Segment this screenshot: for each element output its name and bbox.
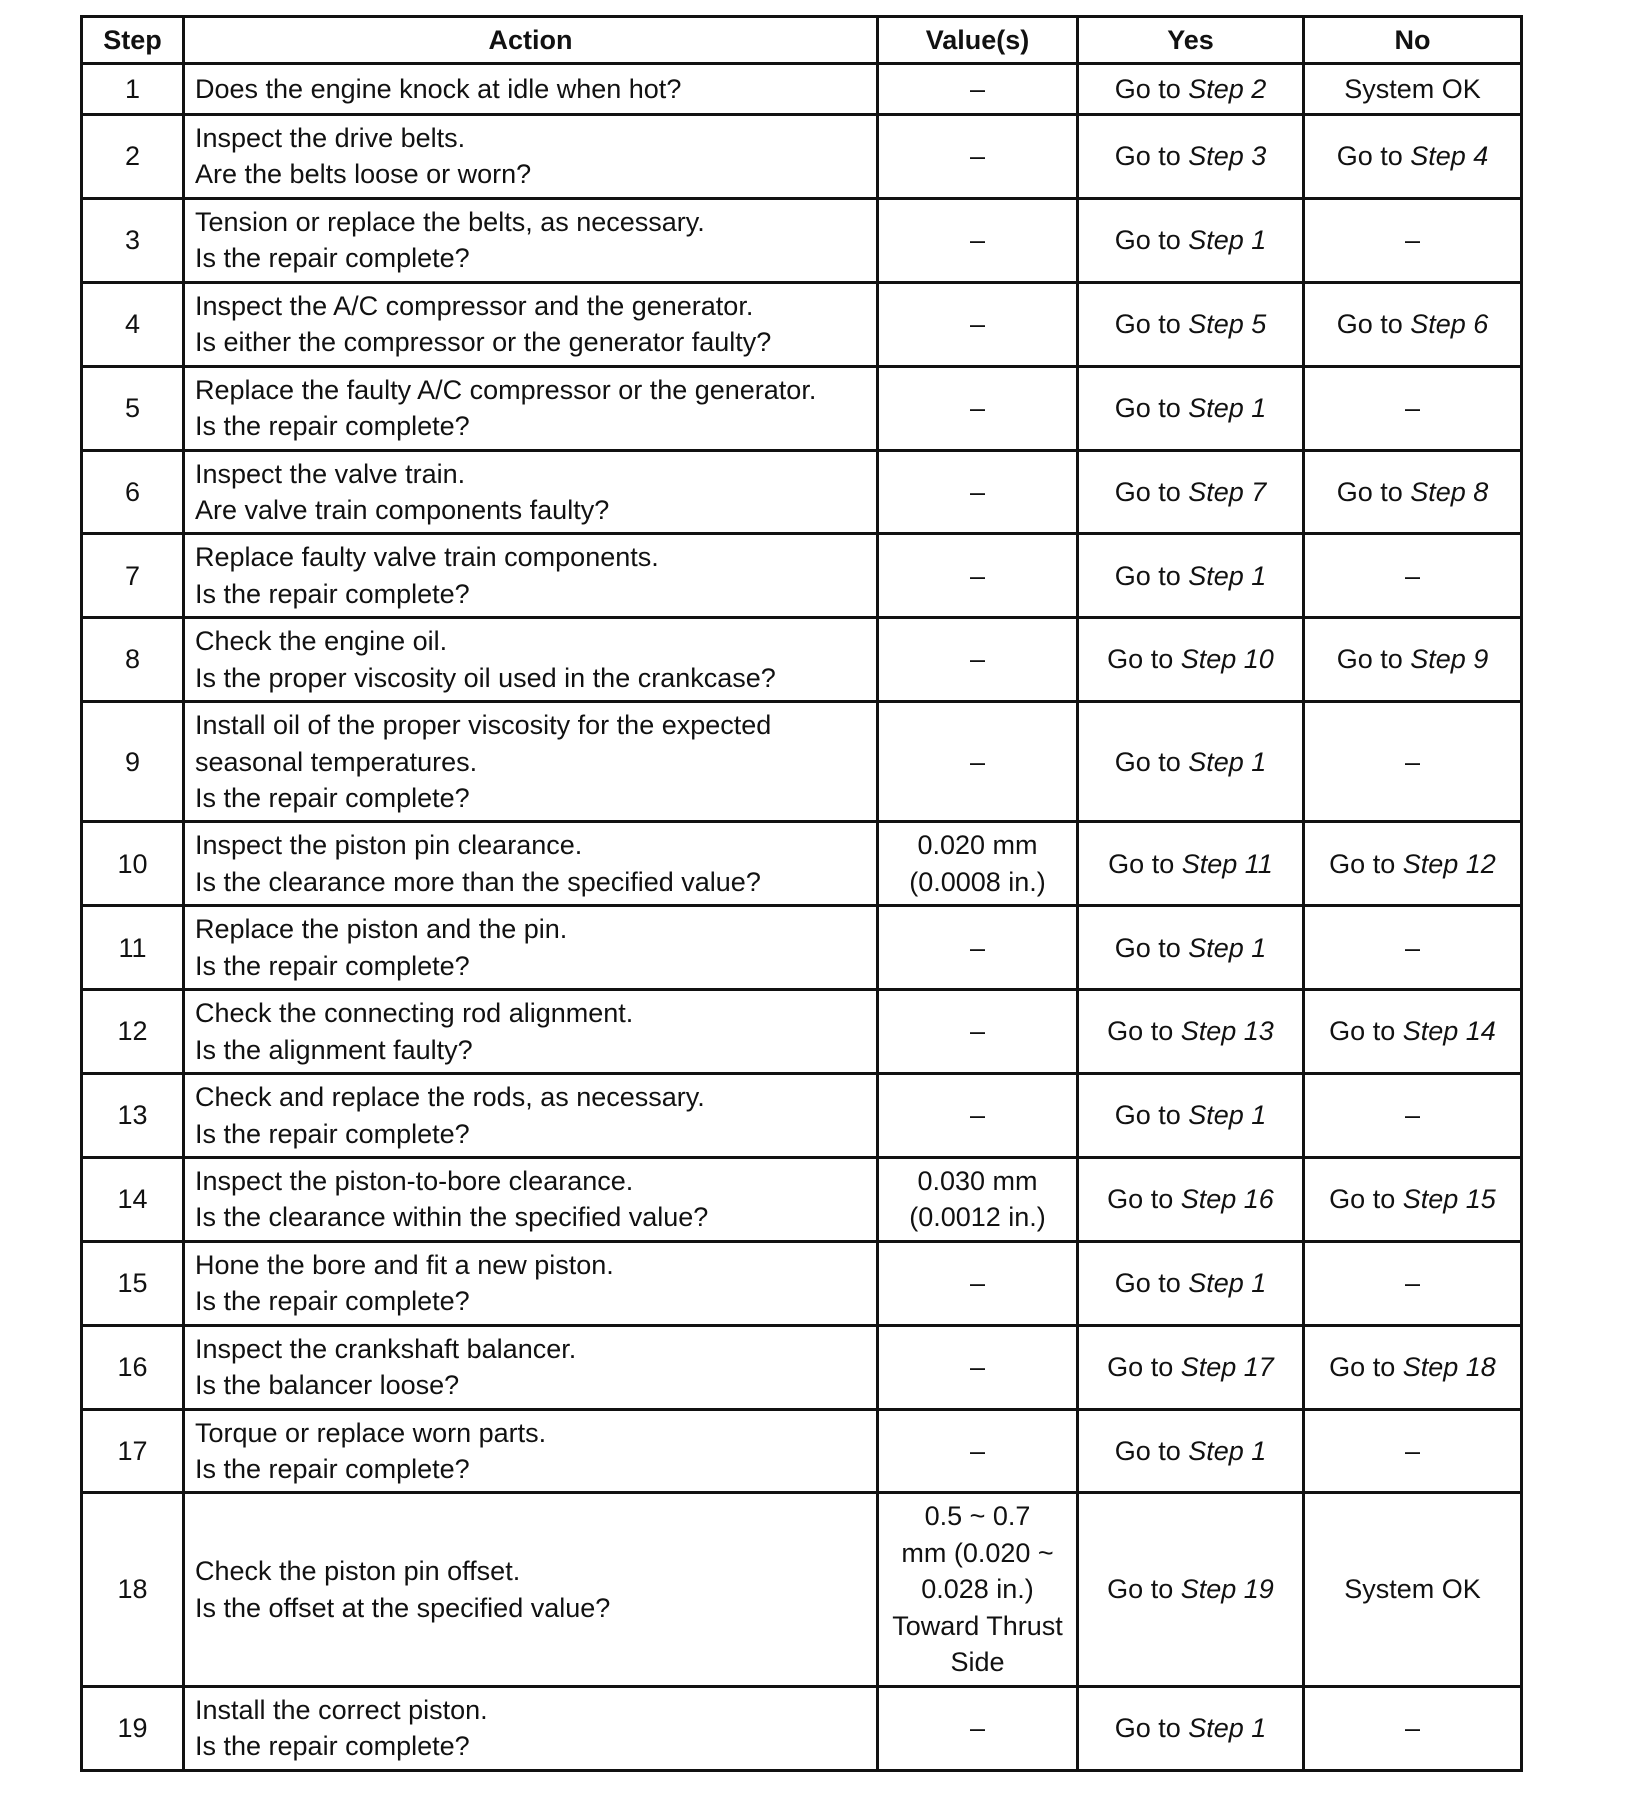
table-body: [82, 64, 1522, 1771]
goto-prefix: Go to: [1336, 476, 1403, 507]
action-cell: [184, 64, 878, 115]
table-row: [82, 1157, 1522, 1241]
goto-step-ref: Step 19: [1180, 1574, 1274, 1605]
goto-prefix: Go to: [1329, 1016, 1396, 1047]
action-text: Is the balancer loose?: [195, 1370, 460, 1401]
table-row: [82, 366, 1522, 450]
value-text: –: [969, 476, 986, 507]
step-number: 10: [82, 822, 184, 906]
yes-goto: [1107, 1352, 1274, 1382]
yes-cell: [1078, 115, 1304, 199]
value-cell: [878, 906, 1078, 990]
header-no: No: [1304, 17, 1522, 64]
action-cell: [184, 702, 878, 822]
no-text: –: [1404, 932, 1421, 963]
action-text: Hone the bore and fit a new piston.: [195, 1249, 614, 1280]
action-cell: [184, 450, 878, 534]
no-cell: [1304, 1074, 1522, 1158]
no-text: –: [1404, 1268, 1421, 1299]
step-number: 9: [82, 702, 184, 822]
step-number: 2: [82, 115, 184, 199]
yes-goto: [1107, 1184, 1274, 1214]
no-text: –: [1404, 225, 1421, 256]
no-text: –: [1404, 1435, 1421, 1466]
value-cell: [878, 1074, 1078, 1158]
goto-prefix: Go to: [1114, 308, 1181, 339]
goto-step-ref: Step 5: [1188, 308, 1267, 339]
action-cell: [184, 366, 878, 450]
step-number: 14: [82, 1157, 184, 1241]
action-cell: [184, 534, 878, 618]
action-text: Is the repair complete?: [195, 1731, 470, 1762]
yes-cell: [1078, 822, 1304, 906]
value-cell: [878, 618, 1078, 702]
no-goto: [1337, 309, 1489, 339]
action-text: Is the repair complete?: [195, 1454, 470, 1484]
table-row: [82, 534, 1522, 618]
goto-prefix: Go to: [1108, 848, 1175, 879]
action-text: Tension or replace the belts, as necessary.: [195, 206, 705, 237]
value-text: –: [969, 932, 986, 963]
yes-goto: [1107, 1016, 1274, 1046]
action-cell: [184, 906, 878, 990]
table-row: [82, 1325, 1522, 1409]
goto-prefix: Go to: [1107, 1184, 1174, 1215]
action-cell: [184, 822, 878, 906]
action-text: Replace the faulty A/C compressor or the generator.: [195, 374, 817, 405]
no-cell: [1304, 990, 1522, 1074]
action-text: Is the proper viscosity oil used in the crankcase?: [195, 662, 776, 693]
table-row: [82, 618, 1522, 702]
goto-prefix: Go to: [1107, 1351, 1174, 1382]
yes-goto: [1115, 225, 1267, 255]
value-text: 0.5 ~ 0.7: [924, 1501, 1031, 1532]
goto-prefix: Go to: [1114, 392, 1181, 423]
yes-goto: [1115, 141, 1267, 171]
value-cell: [878, 282, 1078, 366]
value-text: –: [969, 1435, 986, 1466]
action-cell: [184, 1409, 878, 1493]
yes-goto: [1115, 747, 1267, 777]
action-cell: [184, 1325, 878, 1409]
no-cell: [1304, 1493, 1522, 1686]
yes-goto: [1115, 561, 1267, 591]
step-number: 8: [82, 618, 184, 702]
value-cell: [878, 990, 1078, 1074]
table-row: [82, 1686, 1522, 1770]
action-text: Check the engine oil.: [195, 626, 448, 657]
action-text: Inspect the piston-to-bore clearance.: [195, 1165, 634, 1196]
step-number: 11: [82, 906, 184, 990]
goto-prefix: Go to: [1114, 1100, 1181, 1131]
yes-cell: [1078, 906, 1304, 990]
no-cell: [1304, 534, 1522, 618]
yes-goto: [1115, 1100, 1267, 1130]
table-row: [82, 450, 1522, 534]
goto-step-ref: Step 8: [1410, 476, 1489, 507]
value-text: –: [969, 308, 986, 339]
yes-cell: [1078, 1325, 1304, 1409]
goto-prefix: Go to: [1107, 644, 1174, 675]
yes-cell: [1078, 198, 1304, 282]
yes-goto: [1115, 477, 1267, 507]
step-number: 5: [82, 366, 184, 450]
no-cell: [1304, 1325, 1522, 1409]
goto-prefix: Go to: [1114, 225, 1181, 256]
action-text: Is the repair complete?: [195, 1286, 470, 1317]
goto-prefix: Go to: [1114, 932, 1181, 963]
action-text: Replace faulty valve train components.: [195, 542, 659, 573]
yes-cell: [1078, 618, 1304, 702]
table-row: [82, 990, 1522, 1074]
action-cell: [184, 990, 878, 1074]
action-text: Does the engine knock at idle when hot?: [195, 73, 682, 104]
goto-prefix: Go to: [1107, 1574, 1174, 1605]
action-text: Is the alignment faulty?: [195, 1034, 473, 1065]
yes-goto: [1115, 74, 1267, 104]
yes-cell: [1078, 1157, 1304, 1241]
goto-prefix: Go to: [1336, 308, 1403, 339]
header-value: Value(s): [878, 17, 1078, 64]
goto-step-ref: Step 18: [1402, 1351, 1496, 1382]
yes-cell: [1078, 1074, 1304, 1158]
no-cell: [1304, 906, 1522, 990]
value-cell: [878, 366, 1078, 450]
table-row: [82, 282, 1522, 366]
header-step: Step: [82, 17, 184, 64]
yes-cell: [1078, 282, 1304, 366]
header-yes: Yes: [1078, 17, 1304, 64]
action-text: Torque or replace worn parts.: [195, 1417, 547, 1448]
table-header-row: [82, 17, 1522, 64]
goto-prefix: Go to: [1329, 1184, 1396, 1215]
action-text: Install the correct piston.: [195, 1694, 488, 1725]
no-cell: [1304, 702, 1522, 822]
yes-cell: [1078, 1241, 1304, 1325]
yes-goto: [1107, 644, 1274, 674]
goto-step-ref: Step 1: [1188, 1100, 1267, 1131]
value-cell: [878, 198, 1078, 282]
goto-step-ref: Step 14: [1402, 1016, 1496, 1047]
action-cell: [184, 1686, 878, 1770]
no-cell: [1304, 282, 1522, 366]
value-text: –: [969, 392, 986, 423]
no-goto: [1329, 1352, 1496, 1382]
goto-step-ref: Step 7: [1188, 476, 1267, 507]
yes-cell: [1078, 1409, 1304, 1493]
goto-prefix: Go to: [1114, 476, 1181, 507]
value-text: –: [969, 746, 986, 777]
value-cell: [878, 1493, 1078, 1686]
table-row: [82, 198, 1522, 282]
goto-step-ref: Step 1: [1188, 392, 1267, 423]
action-text: Install oil of the proper viscosity for the expected: [195, 710, 772, 741]
goto-step-ref: Step 3: [1188, 141, 1267, 172]
goto-prefix: Go to: [1114, 1268, 1181, 1299]
step-number: 1: [82, 64, 184, 115]
action-text: Is the offset at the specified value?: [195, 1592, 611, 1623]
table-row: [82, 1241, 1522, 1325]
no-cell: [1304, 64, 1522, 115]
goto-prefix: Go to: [1114, 73, 1181, 104]
goto-step-ref: Step 1: [1188, 1712, 1267, 1743]
action-text: Are valve train components faulty?: [195, 494, 610, 525]
action-cell: [184, 198, 878, 282]
value-text: 0.030 mm: [917, 1165, 1038, 1196]
value-cell: [878, 702, 1078, 822]
yes-goto: [1115, 309, 1267, 339]
action-text: Inspect the A/C compressor and the generator.: [195, 290, 754, 321]
no-cell: [1304, 1409, 1522, 1493]
goto-prefix: Go to: [1336, 644, 1403, 675]
value-text: mm (0.020 ~: [901, 1537, 1054, 1568]
action-text: Is the repair complete?: [195, 243, 470, 274]
action-text: Check the connecting rod alignment.: [195, 998, 634, 1029]
yes-goto: [1115, 933, 1267, 963]
action-text: Is the repair complete?: [195, 950, 470, 981]
action-text: Replace the piston and the pin.: [195, 914, 568, 945]
step-number: 6: [82, 450, 184, 534]
step-number: 17: [82, 1409, 184, 1493]
no-goto: [1337, 141, 1489, 171]
goto-step-ref: Step 6: [1410, 308, 1489, 339]
goto-prefix: Go to: [1114, 1435, 1181, 1466]
no-text: –: [1404, 392, 1421, 423]
step-number: 15: [82, 1241, 184, 1325]
yes-cell: [1078, 366, 1304, 450]
goto-step-ref: Step 1: [1188, 1268, 1267, 1299]
yes-goto: [1115, 1268, 1267, 1298]
step-number: 12: [82, 990, 184, 1074]
no-text: –: [1404, 560, 1421, 591]
no-cell: [1304, 198, 1522, 282]
header-action: Action: [184, 17, 878, 64]
goto-prefix: Go to: [1114, 141, 1181, 172]
value-text: –: [969, 225, 986, 256]
value-text: 0.020 mm: [917, 830, 1038, 861]
action-cell: [184, 1241, 878, 1325]
value-cell: [878, 822, 1078, 906]
yes-goto: [1107, 1574, 1274, 1604]
goto-prefix: Go to: [1114, 1712, 1181, 1743]
goto-step-ref: Step 16: [1180, 1184, 1274, 1215]
value-text: (0.0008 in.): [909, 866, 1046, 897]
goto-prefix: Go to: [1329, 1351, 1396, 1382]
goto-step-ref: Step 2: [1188, 73, 1267, 104]
yes-cell: [1078, 64, 1304, 115]
action-cell: [184, 1493, 878, 1686]
goto-prefix: Go to: [1336, 141, 1403, 172]
action-text: Inspect the crankshaft balancer.: [195, 1333, 577, 1364]
value-text: –: [969, 141, 986, 172]
value-text: –: [969, 1016, 986, 1047]
step-number: 4: [82, 282, 184, 366]
action-text: Is the clearance within the specified value?: [195, 1202, 709, 1233]
action-text: Is the clearance more than the specified value?: [195, 866, 761, 897]
action-cell: [184, 1157, 878, 1241]
goto-step-ref: Step 17: [1180, 1351, 1274, 1382]
no-goto: [1337, 477, 1489, 507]
value-text: –: [969, 73, 986, 104]
action-text: Are the belts loose or worn?: [195, 159, 532, 190]
goto-step-ref: Step 1: [1188, 746, 1267, 777]
action-cell: [184, 115, 878, 199]
action-text: Is either the compressor or the generator faulty?: [195, 327, 772, 358]
no-cell: [1304, 1157, 1522, 1241]
no-goto: [1337, 644, 1489, 674]
goto-step-ref: Step 4: [1410, 141, 1489, 172]
yes-goto: [1108, 849, 1273, 879]
value-text: Side: [950, 1647, 1005, 1678]
yes-goto: [1115, 1713, 1267, 1743]
value-text: Toward Thrust: [892, 1610, 1063, 1641]
action-text: Check and replace the rods, as necessary.: [195, 1082, 705, 1113]
step-number: 18: [82, 1493, 184, 1686]
yes-cell: [1078, 1493, 1304, 1686]
value-cell: [878, 534, 1078, 618]
no-goto: [1329, 849, 1496, 879]
no-cell: [1304, 1241, 1522, 1325]
goto-prefix: Go to: [1114, 746, 1181, 777]
value-cell: [878, 1241, 1078, 1325]
action-cell: [184, 1074, 878, 1158]
diagnostic-table: [80, 15, 1523, 1772]
value-text: 0.028 in.): [921, 1574, 1034, 1605]
action-cell: [184, 282, 878, 366]
step-number: 3: [82, 198, 184, 282]
step-number: 19: [82, 1686, 184, 1770]
value-cell: [878, 64, 1078, 115]
step-number: 7: [82, 534, 184, 618]
goto-prefix: Go to: [1114, 560, 1181, 591]
value-text: –: [969, 644, 986, 675]
no-cell: [1304, 115, 1522, 199]
action-cell: [184, 618, 878, 702]
value-cell: [878, 1157, 1078, 1241]
action-text: Inspect the valve train.: [195, 458, 466, 489]
goto-step-ref: Step 9: [1410, 644, 1489, 675]
table-row: [82, 64, 1522, 115]
yes-cell: [1078, 990, 1304, 1074]
goto-step-ref: Step 1: [1188, 225, 1267, 256]
goto-step-ref: Step 11: [1181, 848, 1273, 879]
action-text: Is the repair complete?: [195, 411, 470, 442]
step-number: 13: [82, 1074, 184, 1158]
yes-cell: [1078, 450, 1304, 534]
goto-step-ref: Step 15: [1402, 1184, 1496, 1215]
no-text: –: [1404, 1100, 1421, 1131]
goto-step-ref: Step 1: [1188, 1435, 1267, 1466]
no-text: System OK: [1344, 1574, 1481, 1605]
no-text: –: [1404, 1712, 1421, 1743]
no-cell: [1304, 618, 1522, 702]
action-text: Check the piston pin offset.: [195, 1556, 521, 1587]
value-text: –: [969, 560, 986, 591]
value-text: –: [969, 1100, 986, 1131]
value-cell: [878, 1686, 1078, 1770]
value-text: (0.0012 in.): [909, 1202, 1046, 1233]
yes-cell: [1078, 702, 1304, 822]
yes-goto: [1115, 1436, 1267, 1466]
value-text: –: [969, 1268, 986, 1299]
value-text: –: [969, 1712, 986, 1743]
step-number: 16: [82, 1325, 184, 1409]
value-text: –: [969, 1351, 986, 1382]
yes-cell: [1078, 534, 1304, 618]
goto-step-ref: Step 1: [1188, 932, 1267, 963]
no-cell: [1304, 366, 1522, 450]
goto-prefix: Go to: [1329, 848, 1396, 879]
value-cell: [878, 1409, 1078, 1493]
table-row: [82, 1493, 1522, 1686]
value-cell: [878, 115, 1078, 199]
action-text: seasonal temperatures.: [195, 746, 478, 777]
no-goto: [1329, 1184, 1496, 1214]
action-text: Inspect the drive belts.: [195, 123, 466, 153]
goto-step-ref: Step 12: [1402, 848, 1496, 879]
table-row: [82, 822, 1522, 906]
goto-step-ref: Step 1: [1188, 560, 1267, 591]
yes-cell: [1078, 1686, 1304, 1770]
no-cell: [1304, 450, 1522, 534]
goto-step-ref: Step 13: [1180, 1016, 1274, 1047]
goto-step-ref: Step 10: [1180, 644, 1274, 675]
no-text: –: [1404, 746, 1421, 777]
value-cell: [878, 1325, 1078, 1409]
table-row: [82, 906, 1522, 990]
no-goto: [1329, 1016, 1496, 1046]
table-row: [82, 702, 1522, 822]
no-text: System OK: [1344, 73, 1481, 104]
no-cell: [1304, 1686, 1522, 1770]
action-text: Is the repair complete?: [195, 783, 470, 813]
no-cell: [1304, 822, 1522, 906]
goto-prefix: Go to: [1107, 1016, 1174, 1047]
yes-goto: [1115, 393, 1267, 423]
value-cell: [878, 450, 1078, 534]
table-row: [82, 115, 1522, 199]
action-text: Is the repair complete?: [195, 578, 470, 609]
action-text: Is the repair complete?: [195, 1118, 470, 1149]
table-row: [82, 1074, 1522, 1158]
table-row: [82, 1409, 1522, 1493]
action-text: Inspect the piston pin clearance.: [195, 830, 583, 861]
